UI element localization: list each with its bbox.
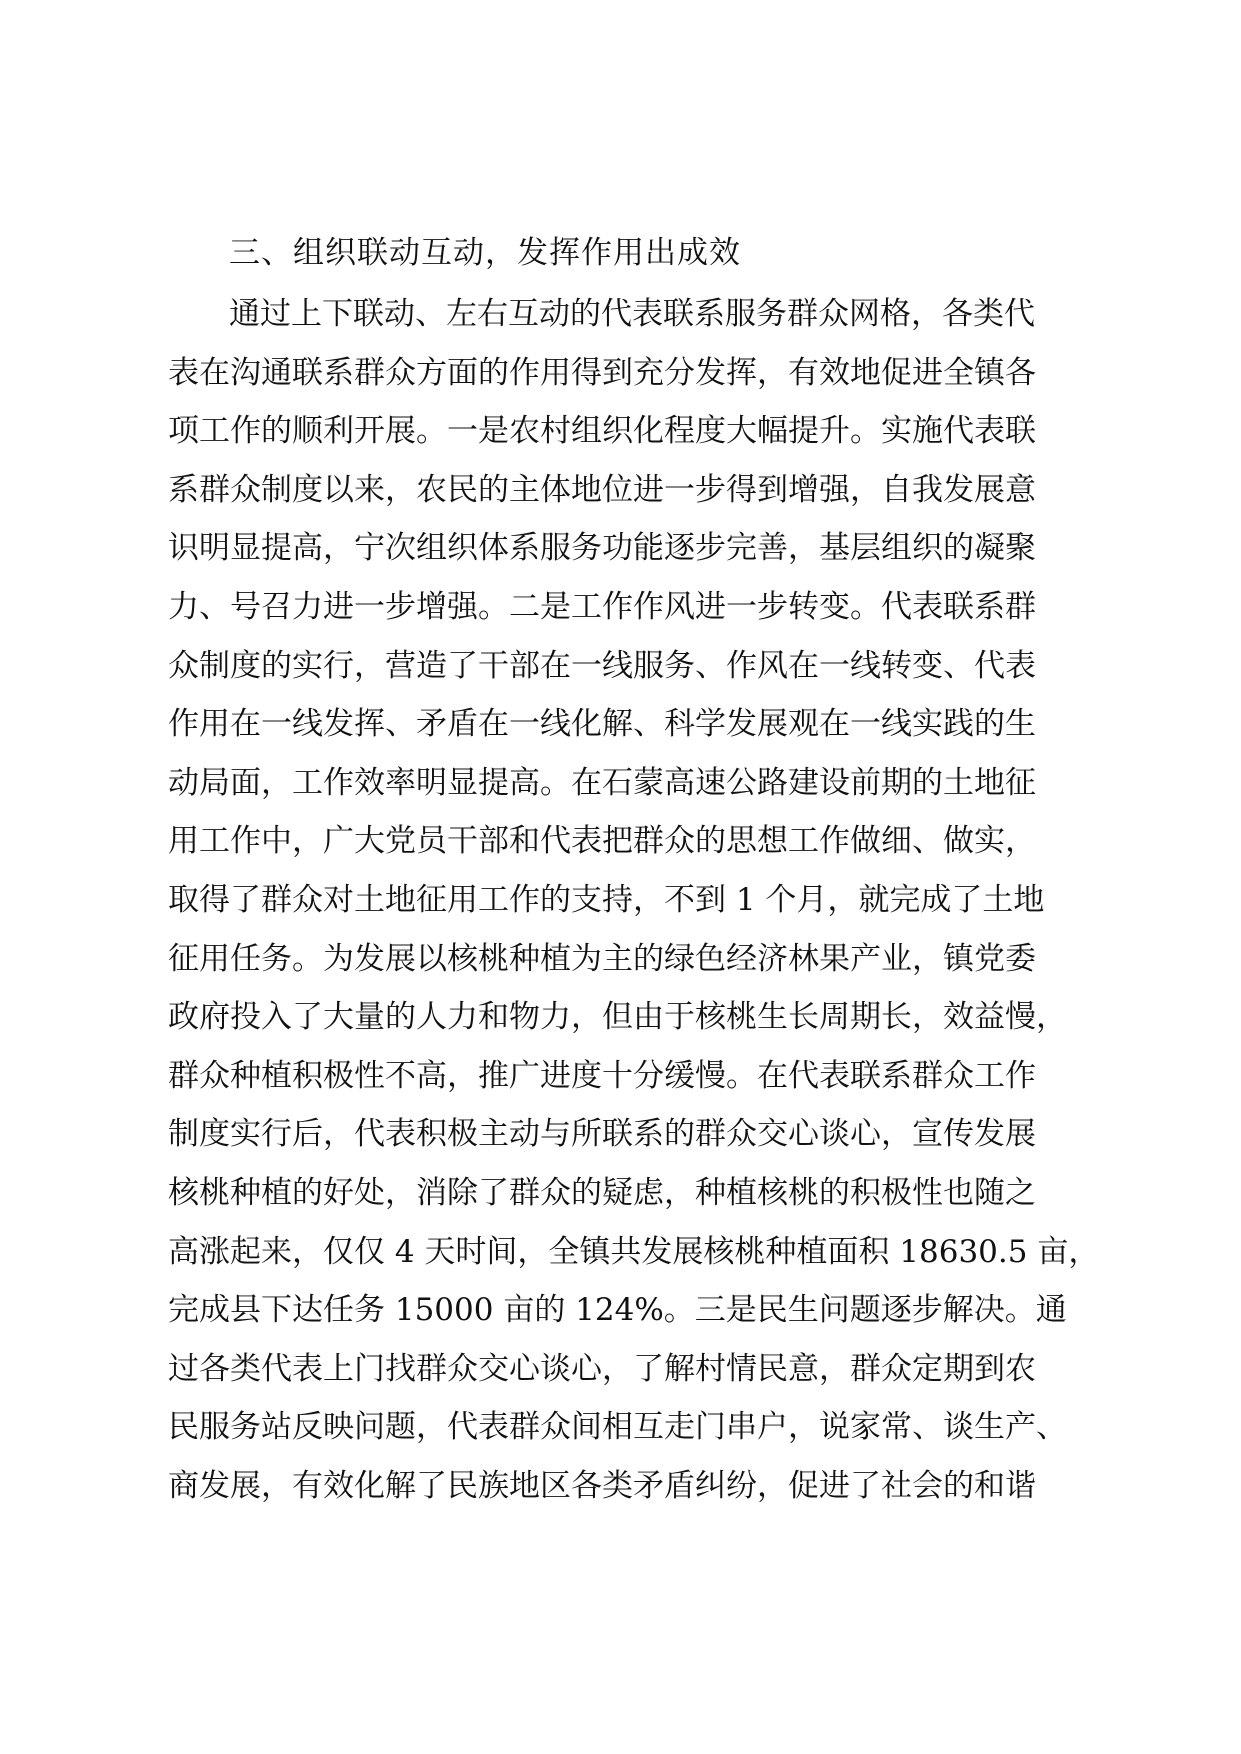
paragraph-line: 表在沟通联系群众方面的作用得到充分发挥，有效地促进全镇各 (168, 354, 1036, 391)
paragraph-line: 制度实行后，代表积极主动与所联系的群众交心谈心，宣传发展 (168, 1116, 1036, 1153)
paragraph-line: 作用在一线发挥、矛盾在一线化解、科学发展观在一线实践的生 (168, 706, 1036, 743)
paragraph-line: 民服务站反映问题，代表群众间相互走门串户，说家常、谈生产、 (168, 1409, 1067, 1446)
paragraph-line: 通过上下联动、左右互动的代表联系服务群众网格，各类代 (229, 296, 1035, 332)
paragraph-line: 用工作中，广大党员干部和代表把群众的思想工作做细、做实， (168, 823, 1036, 860)
section-heading: 三、组织联动互动，发挥作用出成效 (229, 235, 741, 271)
paragraph-line: 众制度的实行，营造了干部在一线服务、作风在一线转变、代表 (168, 647, 1036, 684)
paragraph-line: 商发展，有效化解了民族地区各类矛盾纠纷，促进了社会的和谐 (168, 1467, 1036, 1504)
paragraph-line: 群众种植积极性不高，推广进度十分缓慢。在代表联系群众工作 (168, 1057, 1036, 1094)
paragraph-line: 力、号召力进一步增强。二是工作作风进一步转变。代表联系群 (168, 588, 1036, 625)
paragraph-line: 识明显提高，宁次组织体系服务功能逐步完善，基层组织的凝聚 (168, 530, 1036, 567)
paragraph-line: 取得了群众对土地征用工作的支持，不到 1 个月，就完成了土地 (168, 881, 1045, 918)
paragraph-line: 动局面，工作效率明显提高。在石蒙高速公路建设前期的土地征 (168, 764, 1036, 801)
paragraph-line: 征用任务。为发展以核桃种植为主的绿色经济林果产业，镇党委 (168, 940, 1036, 977)
paragraph-line: 政府投入了大量的人力和物力，但由于核桃生长周期长，效益慢， (168, 999, 1067, 1036)
paragraph-line: 系群众制度以来，农民的主体地位进一步得到增强，自我发展意 (168, 471, 1036, 508)
paragraph-line: 高涨起来，仅仅 4 天时间，全镇共发展核桃种植面积 18630.5 亩， (168, 1233, 1100, 1270)
paragraph-line: 项工作的顺利开展。一是农村组织化程度大幅提升。实施代表联 (168, 413, 1036, 450)
paragraph-line: 完成县下达任务 15000 亩的 124%。三是民生问题逐步解决。通 (168, 1292, 1067, 1329)
paragraph-line: 过各类代表上门找群众交心谈心，了解村情民意，群众定期到农 (168, 1350, 1036, 1387)
body-paragraph (168, 285, 1100, 1515)
paragraph-line: 核桃种植的好处，消除了群众的疑虑，种植核桃的积极性也随之 (168, 1174, 1036, 1211)
